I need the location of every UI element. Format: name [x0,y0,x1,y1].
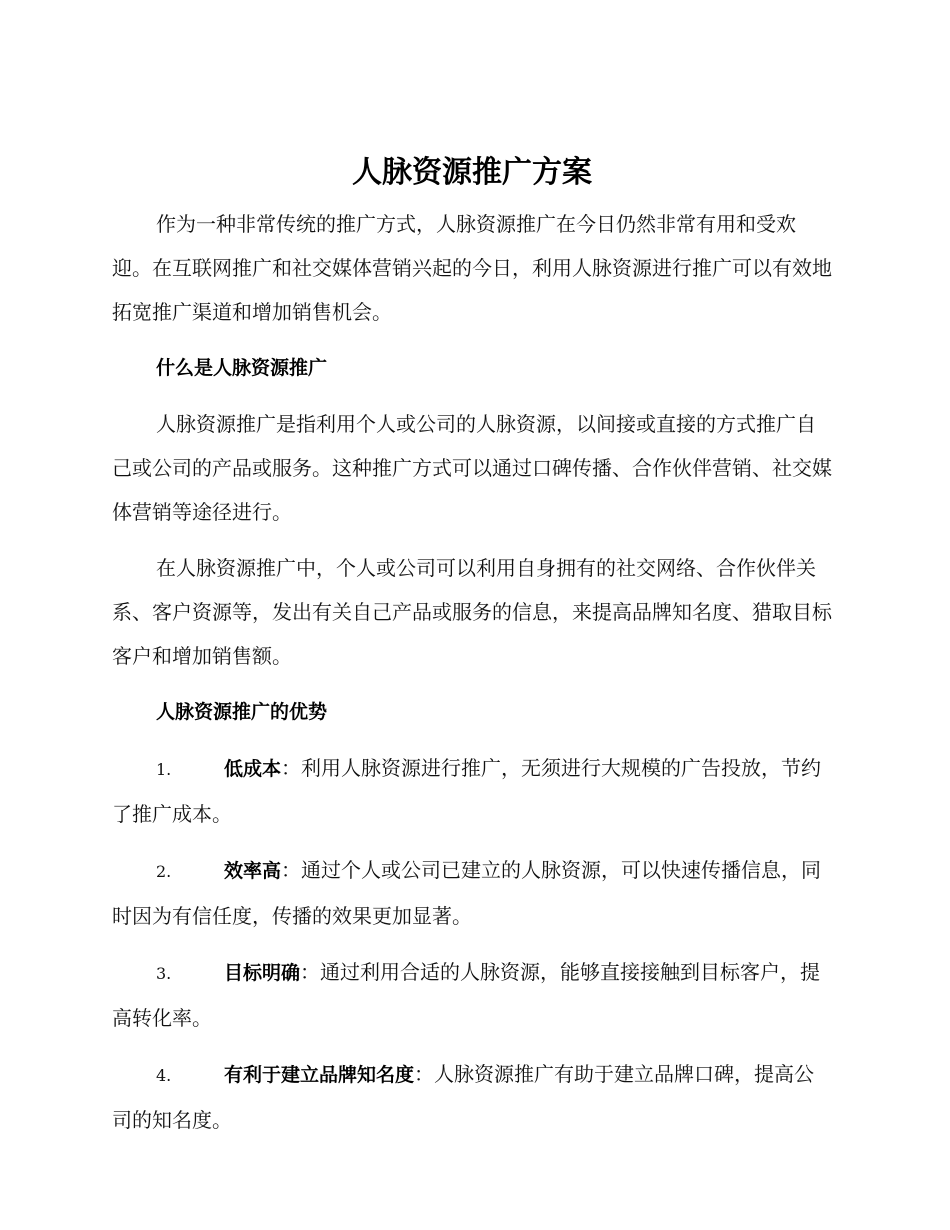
list-item-lead: 低成本 [224,758,282,780]
list-item-number: 2. [156,862,172,881]
list-item-lead: 目标明确 [224,962,301,984]
list-item [112,746,832,836]
list-item-text: ：通过利用合适的人脉资源，能够直接接触到目标客户，提高转化率。 [112,960,821,1030]
list-item-number: 3. [156,964,172,983]
list-item [112,848,832,938]
method-paragraph: 在人脉资源推广中，个人或公司可以利用自身拥有的社交网络、合作伙伴关系、客户资源等，发出有关自己产品或服务的信息，来提高品牌知名度、猎取目标客户和增加销售额。 [112,556,832,668]
list-item [112,950,832,1040]
list-item-lead: 有利于建立品牌知名度 [224,1064,415,1086]
document-page [112,150,832,1154]
list-item-text: ：利用人脉资源进行推广，无须进行大规模的广告投放，节约了推广成本。 [112,756,822,826]
list-item-number: 4. [156,1066,172,1085]
list-item-lead: 效率高 [224,860,282,882]
intro-paragraph: 作为一种非常传统的推广方式，人脉资源推广在今日仍然非常有用和受欢迎。在互联网推广和社交媒体营销兴起的今日，利用人脉资源进行推广可以有效地拓宽推广渠道和增加销售机会。 [112,212,832,324]
list-item [112,1052,832,1142]
list-item-text: ：通过个人或公司已建立的人脉资源，可以快速传播信息，同时因为有信任度，传播的效果更加显著。 [112,858,822,928]
section-heading-what-is: 什么是人脉资源推广 [156,357,328,379]
document-title: 人脉资源推广方案 [352,155,592,190]
list-item-text: ：人脉资源推广有助于建立品牌口碑，提高公司的知名度。 [112,1062,815,1132]
section-heading-advantages: 人脉资源推广的优势 [156,701,328,723]
definition-paragraph: 人脉资源推广是指利用个人或公司的人脉资源，以间接或直接的方式推广自己或公司的产品或服务。这种推广方式可以通过口碑传播、合作伙伴营销、社交媒体营销等途径进行。 [112,412,832,524]
list-item-number: 1. [156,760,172,779]
